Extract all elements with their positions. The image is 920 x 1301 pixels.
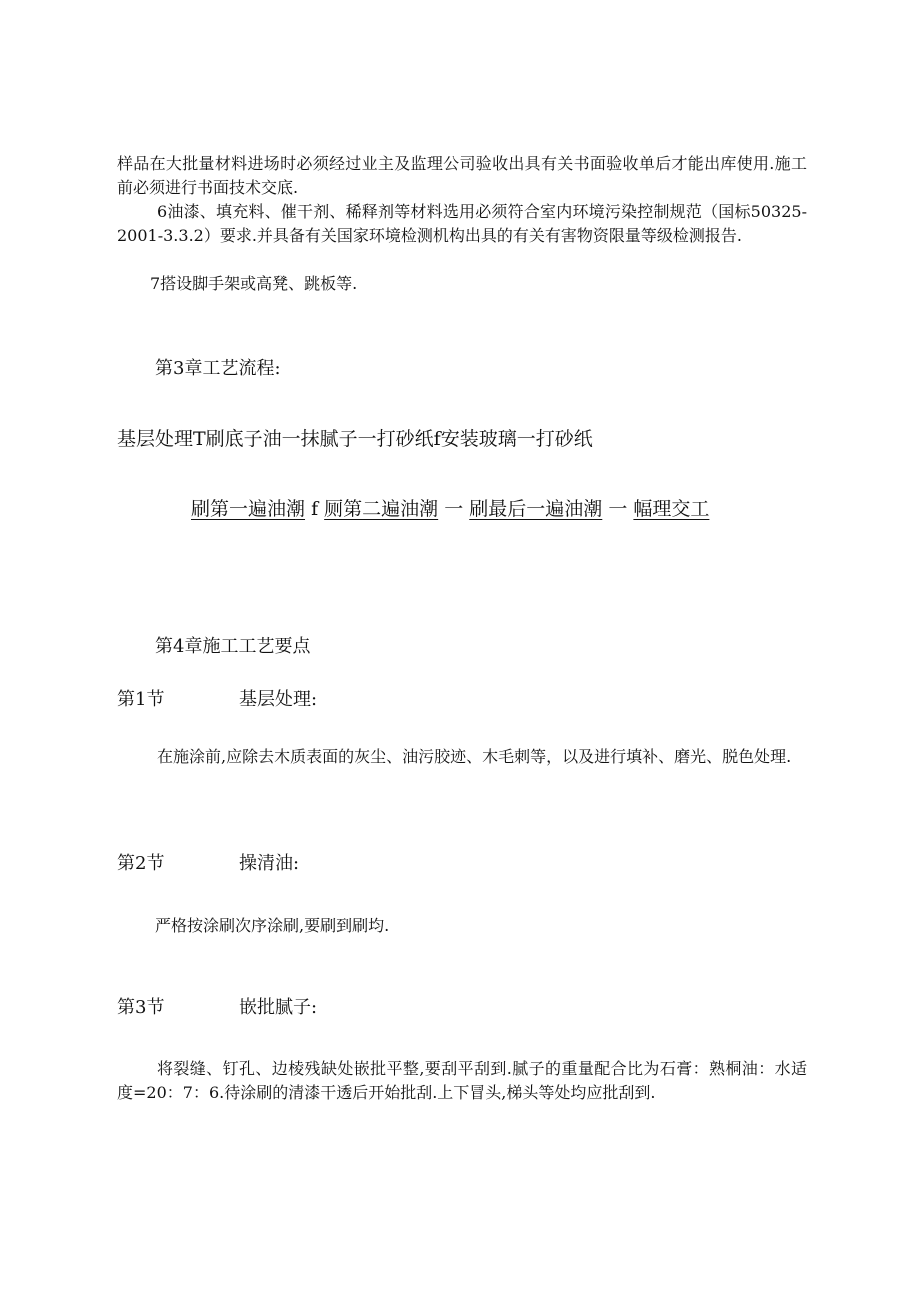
flow-step-final-coat: 刷最后一遍油潮 bbox=[469, 498, 603, 520]
flow-step-first-coat: 刷第一遍油潮 bbox=[191, 498, 306, 520]
paragraph-material-acceptance: 样品在大批量材料进场时必须经过业主及监理公司验收出具有关书面验收单后才能出库使用.施工前必须进行书面技术交底. bbox=[117, 154, 807, 197]
section-number: 第3节 bbox=[117, 997, 165, 1018]
chapter-3-title: 第3章工艺流程: bbox=[155, 358, 281, 379]
process-flow-line-1: 基层处理T刷底子油一抹腻子一打砂纸f安装玻璃一打砂纸 bbox=[117, 428, 593, 450]
section-3-heading bbox=[117, 996, 317, 1020]
section-1-body: 在施涂前,应除去木质表面的灰尘、油污胶迹、木毛刺等，以及进行填补、磨光、脱色处理. bbox=[157, 747, 792, 766]
section-1-heading bbox=[117, 688, 317, 712]
flow-step-second-coat: 厕第二遍油潮 bbox=[324, 498, 439, 520]
flow-step-handover: 幅理交工 bbox=[633, 498, 710, 520]
section-number: 第1节 bbox=[117, 689, 165, 710]
paragraph-item-7: 7搭设脚手架或高凳、跳板等. bbox=[150, 274, 358, 293]
section-2-body: 严格按涂刷次序涂刷,要刷到刷均. bbox=[155, 916, 390, 935]
section-number: 第2节 bbox=[117, 853, 165, 874]
flow-separator: 一 bbox=[608, 498, 628, 520]
flow-separator: 一 bbox=[444, 498, 464, 520]
chapter-4-title: 第4章施工工艺要点 bbox=[155, 636, 311, 657]
section-2-heading bbox=[117, 852, 299, 876]
section-title: 操清油: bbox=[239, 853, 300, 874]
section-title: 嵌批腻子: bbox=[239, 997, 318, 1018]
process-flow-line-2 bbox=[191, 497, 709, 521]
section-3-body: 将裂缝、钉孔、边棱残缺处嵌批平整,要刮平刮到.腻子的重量配合比为石膏：熟桐油：水适度=20：7：6.待涂刷的清漆干透后开始批刮.上下冒头,梯头等处均应批刮到. bbox=[117, 1059, 807, 1102]
flow-separator: f bbox=[311, 498, 319, 520]
section-title: 基层处理: bbox=[239, 689, 318, 710]
paragraph-item-6: 6油漆、填充料、催干剂、稀释剂等材料选用必须符合室内环境污染控制规范（国标50325-2001-3.3.2）要求.并具备有关国家环境检测机构出具的有关有害物资限量等级检测报告. bbox=[117, 202, 807, 245]
